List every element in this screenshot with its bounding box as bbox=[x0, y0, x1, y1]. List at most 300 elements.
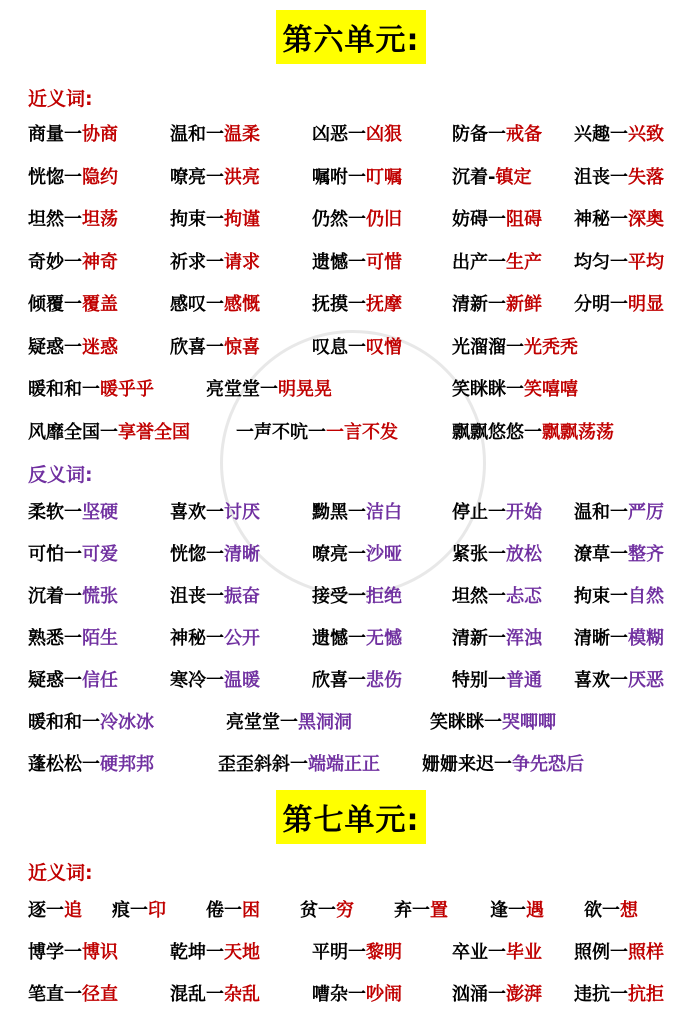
word: 拘束 bbox=[170, 209, 206, 230]
word-pair bbox=[574, 624, 664, 654]
word: 嘱咐 bbox=[312, 166, 348, 188]
unit7-synonyms-label: 近义词: bbox=[28, 862, 93, 884]
word: 笑眯眯 bbox=[452, 379, 506, 400]
related-word: 悲伤 bbox=[366, 670, 402, 691]
word-pair bbox=[452, 248, 542, 278]
word: 黝黑 bbox=[312, 502, 348, 523]
related-word: 厌恶 bbox=[628, 670, 664, 691]
word: 清晰 bbox=[574, 628, 610, 649]
separator: 一 bbox=[318, 900, 336, 921]
word-pair bbox=[312, 938, 402, 968]
word-pair bbox=[452, 418, 614, 448]
word-pair bbox=[312, 205, 402, 235]
word-pair bbox=[28, 708, 154, 738]
word: 倦 bbox=[206, 900, 224, 921]
word-pair bbox=[312, 582, 402, 612]
word: 嘈杂 bbox=[312, 984, 348, 1005]
word-pair bbox=[28, 290, 118, 320]
separator: 一 bbox=[206, 984, 224, 1005]
related-word: 吵闹 bbox=[366, 984, 402, 1005]
word-pair bbox=[452, 205, 542, 235]
word: 潦草 bbox=[574, 544, 610, 565]
word-pair bbox=[28, 375, 154, 405]
separator: 一 bbox=[64, 124, 82, 145]
separator: 一 bbox=[610, 628, 628, 649]
separator: 一 bbox=[64, 336, 82, 358]
related-word: 置 bbox=[430, 900, 448, 921]
separator: 一 bbox=[610, 502, 628, 523]
separator: 一 bbox=[64, 670, 82, 691]
separator: 一 bbox=[610, 166, 628, 188]
word: 拘束 bbox=[574, 586, 610, 607]
word-pair bbox=[112, 896, 166, 926]
word: 凶恶 bbox=[312, 124, 348, 145]
separator: 一 bbox=[412, 900, 430, 921]
separator: 一 bbox=[524, 421, 542, 443]
word-pair bbox=[452, 582, 542, 612]
related-word: 冷冰冰 bbox=[100, 712, 154, 733]
related-word: 一言不发 bbox=[326, 421, 398, 443]
word: 清新 bbox=[452, 628, 488, 649]
separator: 一 bbox=[64, 502, 82, 523]
related-word: 温柔 bbox=[224, 124, 260, 145]
unit6-synonyms-label: 近义词: bbox=[28, 88, 93, 110]
word: 暖和和 bbox=[28, 379, 82, 400]
separator: 一 bbox=[506, 336, 524, 358]
word: 神秘 bbox=[170, 628, 206, 649]
related-word: 拒绝 bbox=[366, 586, 402, 607]
word-row bbox=[0, 708, 700, 738]
word: 沮丧 bbox=[170, 586, 206, 607]
related-word: 信任 bbox=[82, 670, 118, 691]
word-pair bbox=[452, 290, 542, 320]
related-word: 戒备 bbox=[506, 124, 542, 145]
separator: 一 bbox=[206, 166, 224, 188]
related-word: 暖乎乎 bbox=[100, 379, 154, 400]
separator: 一 bbox=[610, 984, 628, 1005]
related-word: 感慨 bbox=[224, 294, 260, 315]
word-pair bbox=[312, 290, 402, 320]
word: 逢 bbox=[490, 900, 508, 921]
word-pair bbox=[452, 624, 542, 654]
word: 喜欢 bbox=[170, 502, 206, 523]
word-pair bbox=[28, 120, 118, 150]
word: 沉着 bbox=[28, 586, 64, 607]
word: 坦然 bbox=[452, 586, 488, 607]
word-row bbox=[0, 498, 700, 528]
word: 倾覆 bbox=[28, 294, 64, 315]
word: 一声不吭 bbox=[236, 421, 308, 443]
separator: 一 bbox=[64, 942, 82, 963]
word-row bbox=[0, 896, 700, 926]
related-word: 忐忑 bbox=[506, 586, 542, 607]
separator: 一 bbox=[488, 124, 506, 145]
word: 卒业 bbox=[452, 942, 488, 963]
related-word: 抚摩 bbox=[366, 294, 402, 315]
word-pair bbox=[28, 750, 154, 780]
word-pair bbox=[452, 163, 531, 193]
word-pair bbox=[452, 938, 542, 968]
word: 疑惑 bbox=[28, 670, 64, 691]
related-word: 浑浊 bbox=[506, 628, 542, 649]
related-word: 印 bbox=[148, 900, 166, 921]
separator: 一 bbox=[488, 251, 506, 273]
word-row bbox=[0, 938, 700, 968]
separator: 一 bbox=[488, 628, 506, 649]
separator: 一 bbox=[206, 942, 224, 963]
separator: 一 bbox=[64, 984, 82, 1005]
separator: 一 bbox=[206, 124, 224, 145]
separator: 一 bbox=[610, 544, 628, 565]
related-word: 澎湃 bbox=[506, 984, 542, 1005]
word-row bbox=[0, 582, 700, 612]
word-row bbox=[0, 248, 700, 278]
separator: 一 bbox=[610, 942, 628, 963]
word: 博学 bbox=[28, 942, 64, 963]
separator: 一 bbox=[206, 586, 224, 607]
related-word: 毕业 bbox=[506, 942, 542, 963]
related-word: 叹憎 bbox=[366, 336, 402, 358]
separator: 一 bbox=[484, 712, 502, 733]
word-pair bbox=[574, 248, 664, 278]
word: 逐 bbox=[28, 900, 46, 921]
unit7-title: 第七单元: bbox=[276, 790, 426, 844]
word: 风靡全国 bbox=[28, 421, 100, 443]
word-pair bbox=[490, 896, 544, 926]
separator: 一 bbox=[348, 502, 366, 523]
word-row bbox=[0, 375, 700, 405]
word-pair bbox=[452, 498, 542, 528]
separator: 一 bbox=[64, 294, 82, 315]
separator: 一 bbox=[488, 502, 506, 523]
separator: 一 bbox=[82, 754, 100, 775]
word: 亮堂堂 bbox=[206, 379, 260, 400]
word: 蓬松松 bbox=[28, 754, 82, 775]
related-word: 想 bbox=[620, 900, 638, 921]
related-word: 镇定 bbox=[495, 166, 532, 188]
separator: 一 bbox=[130, 900, 148, 921]
word-pair bbox=[236, 418, 398, 448]
related-word: 协商 bbox=[82, 124, 118, 145]
word-pair bbox=[28, 980, 118, 1010]
word: 歪歪斜斜 bbox=[218, 754, 290, 775]
word: 照例 bbox=[574, 942, 610, 963]
word-pair bbox=[312, 498, 402, 528]
word: 温和 bbox=[574, 502, 610, 523]
word-pair bbox=[452, 375, 578, 405]
separator: 一 bbox=[348, 942, 366, 963]
separator: 一 bbox=[348, 336, 366, 358]
related-word: 凶狠 bbox=[366, 124, 402, 145]
related-word: 放松 bbox=[506, 544, 542, 565]
separator: 一 bbox=[488, 670, 506, 691]
separator: 一 bbox=[602, 900, 620, 921]
word-pair bbox=[430, 708, 556, 738]
separator: 一 bbox=[488, 984, 506, 1005]
word: 抚摸 bbox=[312, 294, 348, 315]
word: 感叹 bbox=[170, 294, 206, 315]
word: 祈求 bbox=[170, 251, 206, 273]
word: 欣喜 bbox=[170, 336, 206, 358]
related-word: 洪亮 bbox=[224, 166, 260, 188]
word: 沮丧 bbox=[574, 166, 610, 188]
separator: 一 bbox=[348, 294, 366, 315]
word: 嘹亮 bbox=[312, 544, 348, 565]
related-word: 请求 bbox=[224, 251, 260, 273]
related-word: 神奇 bbox=[82, 251, 118, 273]
separator: 一 bbox=[348, 984, 366, 1005]
separator: 一 bbox=[488, 209, 506, 230]
word-pair bbox=[170, 980, 260, 1010]
separator: 一 bbox=[494, 754, 512, 775]
word-row bbox=[0, 624, 700, 654]
word-pair bbox=[28, 163, 118, 193]
separator: 一 bbox=[348, 166, 366, 188]
related-word: 无憾 bbox=[366, 628, 402, 649]
word: 出产 bbox=[452, 251, 488, 273]
related-word: 迷惑 bbox=[82, 336, 118, 358]
related-word: 覆盖 bbox=[82, 294, 118, 315]
word-row bbox=[0, 290, 700, 320]
related-word: 平均 bbox=[628, 251, 664, 273]
word-pair bbox=[170, 498, 260, 528]
word-pair bbox=[170, 333, 260, 363]
related-word: 黎明 bbox=[366, 942, 402, 963]
word: 遗憾 bbox=[312, 628, 348, 649]
related-word: 享誉全国 bbox=[118, 421, 190, 443]
separator: 一 bbox=[488, 586, 506, 607]
word: 欲 bbox=[584, 900, 602, 921]
word: 特别 bbox=[452, 670, 488, 691]
separator: 一 bbox=[610, 586, 628, 607]
word: 分明 bbox=[574, 294, 610, 315]
word-pair bbox=[300, 896, 354, 926]
related-word: 哭唧唧 bbox=[502, 712, 556, 733]
word-row bbox=[0, 163, 700, 193]
word-pair bbox=[422, 750, 584, 780]
word: 可怕 bbox=[28, 544, 64, 565]
separator: 一 bbox=[260, 379, 278, 400]
word-pair bbox=[28, 666, 118, 696]
separator: 一 bbox=[82, 379, 100, 400]
separator: 一 bbox=[348, 124, 366, 145]
word-pair bbox=[584, 896, 638, 926]
separator: 一 bbox=[206, 209, 224, 230]
word: 贫 bbox=[300, 900, 318, 921]
word: 清新 bbox=[452, 294, 488, 315]
separator: 一 bbox=[224, 900, 242, 921]
word-pair bbox=[312, 333, 402, 363]
word: 停止 bbox=[452, 502, 488, 523]
separator: 一 bbox=[206, 628, 224, 649]
related-word: 光秃秃 bbox=[524, 336, 578, 358]
word: 飘飘悠悠 bbox=[452, 421, 524, 443]
word: 遗憾 bbox=[312, 251, 348, 273]
related-word: 博识 bbox=[82, 942, 118, 963]
separator: 一 bbox=[488, 544, 506, 565]
word: 恍惚 bbox=[28, 166, 64, 188]
separator: 一 bbox=[508, 900, 526, 921]
word: 光溜溜 bbox=[452, 336, 506, 358]
word-pair bbox=[312, 540, 402, 570]
word: 妨碍 bbox=[452, 209, 488, 230]
word-pair bbox=[394, 896, 448, 926]
word-pair bbox=[574, 938, 664, 968]
separator: 一 bbox=[64, 544, 82, 565]
related-word: 坚硬 bbox=[82, 502, 118, 523]
separator: 一 bbox=[64, 209, 82, 230]
word: 叹息 bbox=[312, 336, 348, 358]
related-word: 飘飘荡荡 bbox=[542, 421, 614, 443]
word-row bbox=[0, 120, 700, 150]
word-pair bbox=[312, 248, 402, 278]
word-pair bbox=[170, 624, 260, 654]
separator: 一 bbox=[348, 628, 366, 649]
related-word: 讨厌 bbox=[224, 502, 260, 523]
word: 痕 bbox=[112, 900, 130, 921]
word-row bbox=[0, 750, 700, 780]
related-word: 可爱 bbox=[82, 544, 118, 565]
word-row bbox=[0, 540, 700, 570]
word-pair bbox=[170, 248, 260, 278]
related-word: 深奥 bbox=[628, 209, 664, 230]
separator: 一 bbox=[64, 586, 82, 607]
related-word: 生产 bbox=[506, 251, 542, 273]
related-word: 洁白 bbox=[366, 502, 402, 523]
separator: 一 bbox=[348, 209, 366, 230]
word-row bbox=[0, 980, 700, 1010]
related-word: 开始 bbox=[506, 502, 542, 523]
word: 兴趣 bbox=[574, 124, 610, 145]
related-word: 杂乱 bbox=[224, 984, 260, 1005]
separator: 一 bbox=[506, 379, 524, 400]
word: 熟悉 bbox=[28, 628, 64, 649]
separator: 一 bbox=[64, 166, 82, 188]
word-pair bbox=[226, 708, 352, 738]
separator: 一 bbox=[206, 670, 224, 691]
word-pair bbox=[574, 540, 664, 570]
word-pair bbox=[28, 333, 118, 363]
related-word: 公开 bbox=[224, 628, 260, 649]
separator: 一 bbox=[64, 628, 82, 649]
word-pair bbox=[574, 980, 664, 1010]
word-pair bbox=[206, 896, 260, 926]
separator: 一 bbox=[100, 421, 118, 443]
related-word: 沙哑 bbox=[366, 544, 402, 565]
related-word: 自然 bbox=[628, 586, 664, 607]
related-word: 温暖 bbox=[224, 670, 260, 691]
word-row bbox=[0, 418, 700, 448]
word-row bbox=[0, 333, 700, 363]
related-word: 清晰 bbox=[224, 544, 260, 565]
related-word: 径直 bbox=[82, 984, 118, 1005]
word-pair bbox=[574, 498, 664, 528]
word-pair bbox=[452, 980, 542, 1010]
word-pair bbox=[170, 938, 260, 968]
separator: 一 bbox=[206, 251, 224, 273]
separator: 一 bbox=[610, 209, 628, 230]
word-pair bbox=[312, 624, 402, 654]
related-word: 隐约 bbox=[82, 166, 118, 188]
separator: 一 bbox=[348, 251, 366, 273]
related-word: 惊喜 bbox=[224, 336, 260, 358]
related-word: 明晃晃 bbox=[278, 379, 332, 400]
word-pair bbox=[28, 248, 118, 278]
word: 奇妙 bbox=[28, 251, 64, 273]
word-row bbox=[0, 205, 700, 235]
separator: 一 bbox=[206, 502, 224, 523]
word-pair bbox=[28, 418, 190, 448]
separator: 一 bbox=[348, 670, 366, 691]
word-pair bbox=[574, 205, 664, 235]
word-pair bbox=[218, 750, 380, 780]
separator: 一 bbox=[82, 712, 100, 733]
word: 弃 bbox=[394, 900, 412, 921]
word: 笔直 bbox=[28, 984, 64, 1005]
separator: 一 bbox=[280, 712, 298, 733]
related-word: 失落 bbox=[628, 166, 664, 188]
related-word: 拘谨 bbox=[224, 209, 260, 230]
related-word: 穷 bbox=[336, 900, 354, 921]
word-pair bbox=[574, 163, 664, 193]
word-pair bbox=[574, 290, 664, 320]
word: 仍然 bbox=[312, 209, 348, 230]
related-word: 仍旧 bbox=[366, 209, 402, 230]
word-pair bbox=[574, 582, 664, 612]
word-pair bbox=[206, 375, 332, 405]
word-pair bbox=[574, 120, 664, 150]
separator: 一 bbox=[348, 586, 366, 607]
related-word: 笑嘻嘻 bbox=[524, 379, 578, 400]
word: 混乱 bbox=[170, 984, 206, 1005]
unit6-antonyms-label: 反义词: bbox=[28, 464, 93, 486]
word: 防备 bbox=[452, 124, 488, 145]
word: 笑眯眯 bbox=[430, 712, 484, 733]
word-pair bbox=[28, 498, 118, 528]
related-word: 坦荡 bbox=[82, 209, 118, 230]
word-pair bbox=[28, 624, 118, 654]
word: 沉着 bbox=[452, 166, 488, 188]
separator: 一 bbox=[206, 294, 224, 315]
word: 商量 bbox=[28, 124, 64, 145]
word: 汹涌 bbox=[452, 984, 488, 1005]
word: 乾坤 bbox=[170, 942, 206, 963]
word-pair bbox=[170, 120, 260, 150]
separator: - bbox=[488, 166, 496, 188]
related-word: 抗拒 bbox=[628, 984, 664, 1005]
word-pair bbox=[170, 163, 260, 193]
separator: 一 bbox=[488, 294, 506, 315]
separator: 一 bbox=[610, 124, 628, 145]
word: 喜欢 bbox=[574, 670, 610, 691]
word-pair bbox=[312, 666, 402, 696]
word: 疑惑 bbox=[28, 336, 64, 358]
separator: 一 bbox=[206, 544, 224, 565]
related-word: 遇 bbox=[526, 900, 544, 921]
word-row bbox=[0, 666, 700, 696]
word: 姗姗来迟 bbox=[422, 754, 494, 775]
related-word: 整齐 bbox=[628, 544, 664, 565]
related-word: 模糊 bbox=[628, 628, 664, 649]
related-word: 追 bbox=[64, 900, 82, 921]
related-word: 天地 bbox=[224, 942, 260, 963]
word-pair bbox=[452, 333, 578, 363]
related-word: 黑洞洞 bbox=[298, 712, 352, 733]
related-word: 严厉 bbox=[628, 502, 664, 523]
word-pair bbox=[170, 290, 260, 320]
word: 恍惚 bbox=[170, 544, 206, 565]
related-word: 困 bbox=[242, 900, 260, 921]
